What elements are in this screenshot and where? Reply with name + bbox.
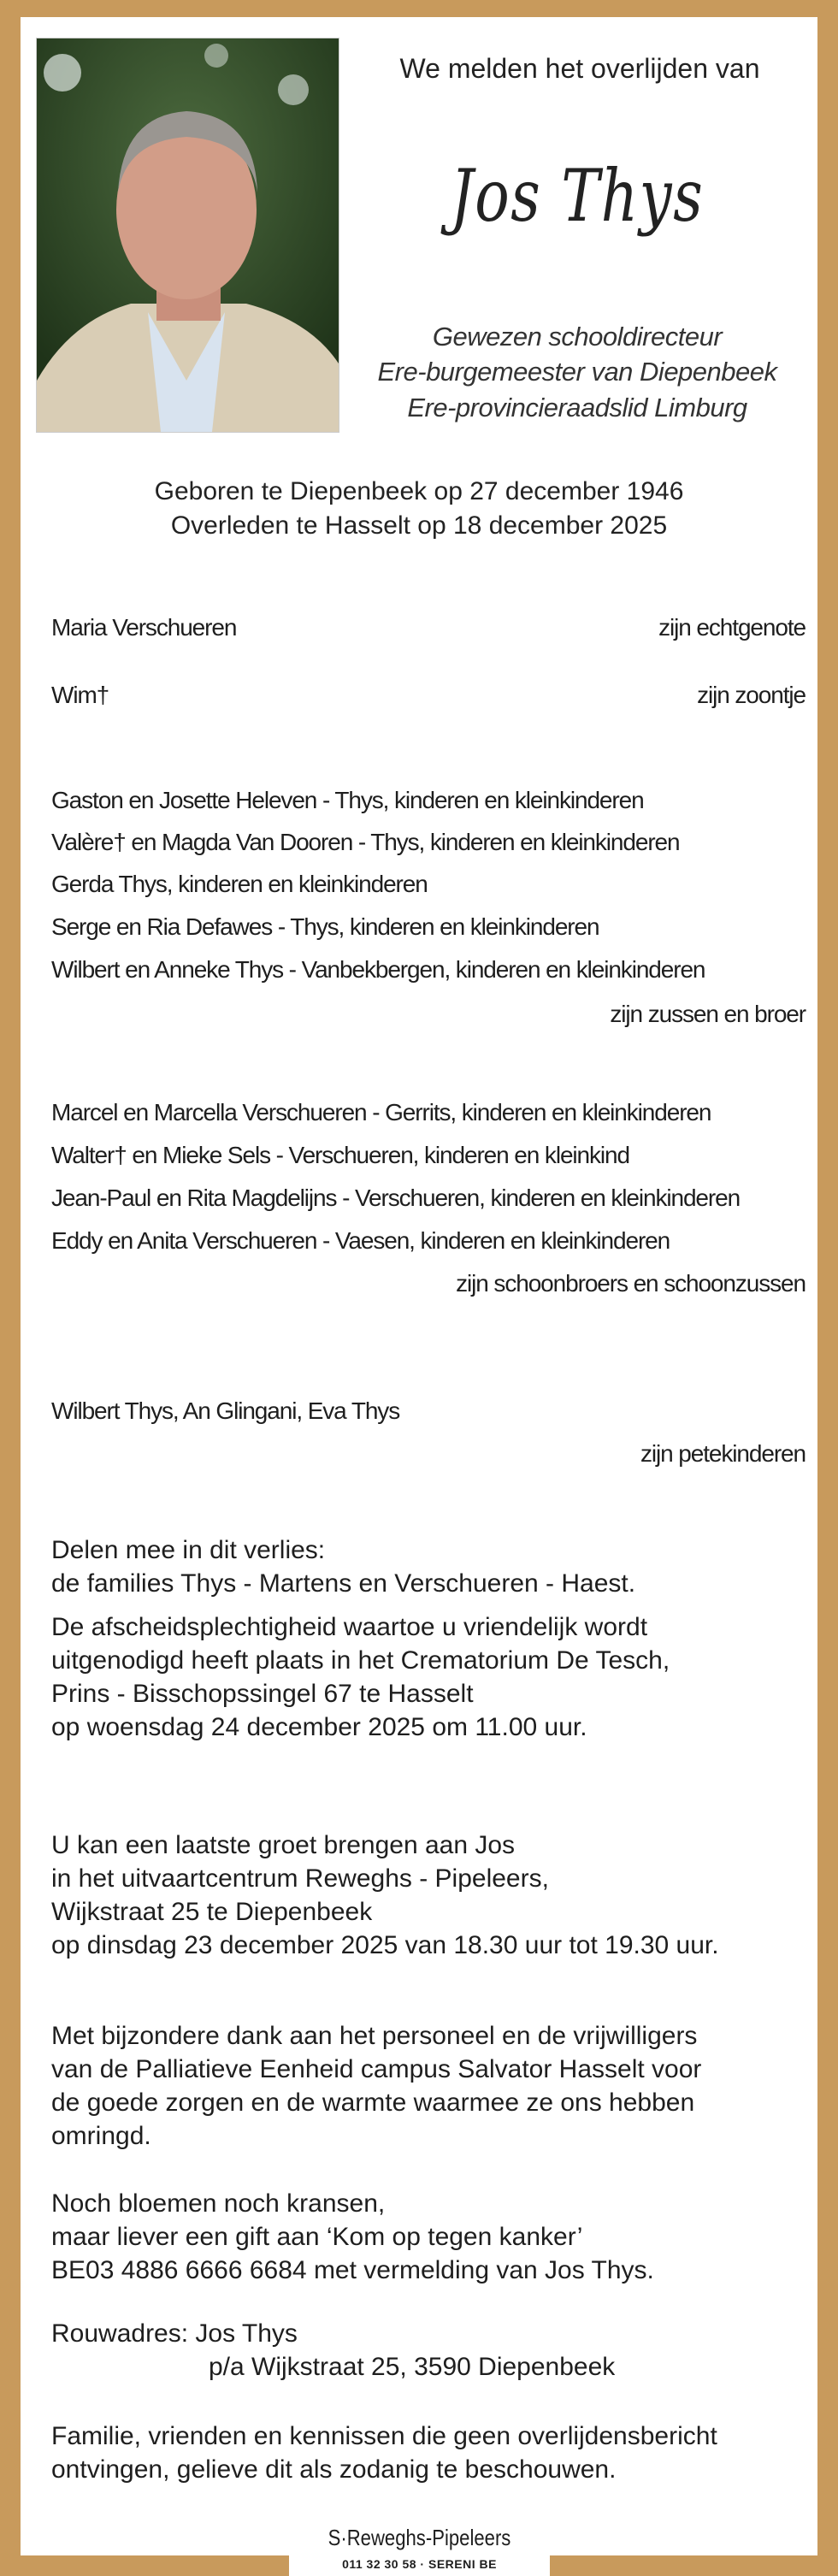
text-line: Delen mee in dit verlies: <box>51 1536 326 1564</box>
text-line: BE03 4886 6666 6684 met vermelding van Jos Thys. <box>51 2256 654 2284</box>
title-line: Ere-provincieraadslid Limburg <box>407 393 747 422</box>
spouse-relation: zijn echtgenote <box>658 614 806 641</box>
text-line: maar liever een gift aan ‘Kom op tegen kanker’ <box>51 2223 583 2251</box>
sibling-line: Gaston en Josette Heleven - Thys, kinderen en kleinkinderen <box>51 787 644 813</box>
sibling-line: Serge en Ria Defawes - Thys, kinderen en kleinkinderen <box>51 913 599 940</box>
death-line: Overleden te Hasselt op 18 december 2025 <box>170 511 668 540</box>
godchildren-relation: zijn petekinderen <box>640 1440 806 1467</box>
share-paragraph <box>51 1533 635 1600</box>
text-line: Familie, vrienden en kennissen die geen overlijdensbericht <box>51 2422 717 2450</box>
funeral-home-logo: S·Reweghs-Pipeleers <box>328 2525 511 2550</box>
sibling-line: Gerda Thys, kinderen en kleinkinderen <box>51 871 428 897</box>
spouse-name: Maria Verschueren <box>51 614 237 641</box>
intro-text: We melden het overlijden van <box>399 53 760 84</box>
text-line: in het uitvaartcentrum Reweghs - Pipeleers, <box>51 1864 549 1893</box>
son-name: Wim† <box>51 682 109 708</box>
text-line: de families Thys - Martens en Verschueren - Haest. <box>51 1569 636 1598</box>
funeral-home-contact: 011 32 30 58 · SERENI BE <box>342 2557 497 2571</box>
inlaw-line: Jean-Paul en Rita Magdelijns - Verschueren, kinderen en kleinkinderen <box>51 1185 741 1211</box>
text-line: Prins - Bisschopssingel 67 te Hasselt <box>51 1680 474 1708</box>
godchildren-line: Wilbert Thys, An Glingani, Eva Thys <box>51 1397 400 1424</box>
text-line: uitgenodigd heeft plaats in het Crematorium De Tesch, <box>51 1646 670 1675</box>
text-line: Wijkstraat 25 te Diepenbeek <box>51 1898 373 1926</box>
closing-paragraph <box>51 2419 717 2486</box>
sibling-line: Wilbert en Anneke Thys - Vanbekbergen, kinderen en kleinkinderen <box>51 956 705 983</box>
text-line: de goede zorgen en de warmte waarmee ze ons hebben <box>51 2089 695 2117</box>
siblings-relation: zijn zussen en broer <box>610 1001 806 1027</box>
text-line: p/a Wijkstraat 25, 3590 Diepenbeek <box>209 2353 616 2381</box>
inlaw-line: Eddy en Anita Verschueren - Vaesen, kinderen en kleinkinderen <box>51 1227 670 1254</box>
sibling-line: Valère† en Magda Van Dooren - Thys, kinderen en kleinkinderen <box>51 829 680 855</box>
deceased-name: Jos Thys <box>450 154 705 238</box>
text-line: ontvingen, gelieve dit als zodanig te beschouwen. <box>51 2455 617 2484</box>
text-line: Rouwadres: Jos Thys <box>51 2319 298 2348</box>
text-line: van de Palliatieve Eenheid campus Salvator Hasselt voor <box>51 2055 702 2083</box>
inlaws-relation: zijn schoonbroers en schoonzussen <box>456 1270 806 1297</box>
portrait-photo <box>36 38 339 433</box>
address-paragraph <box>51 2317 615 2384</box>
birth-line: Geboren te Diepenbeek op 27 december 1946 <box>154 477 684 505</box>
text-line: U kan een laatste groet brengen aan Jos <box>51 1831 516 1859</box>
title-line: Gewezen schooldirecteur <box>432 322 723 352</box>
inlaw-line: Marcel en Marcella Verschueren - Gerrits, kinderen en kleinkinderen <box>51 1099 711 1126</box>
text-line: op woensdag 24 december 2025 om 11.00 uur. <box>51 1713 587 1741</box>
title-line: Ere-burgemeester van Diepenbeek <box>377 357 777 387</box>
ceremony-paragraph <box>51 1610 670 1744</box>
text-line: Noch bloemen noch kransen, <box>51 2189 386 2218</box>
text-line: op dinsdag 23 december 2025 van 18.30 uur tot 19.30 uur. <box>51 1931 719 1959</box>
thanks-paragraph <box>51 2019 701 2153</box>
inlaw-line: Walter† en Mieke Sels - Verschueren, kinderen en kleinkind <box>51 1142 629 1168</box>
text-line: omringd. <box>51 2122 151 2150</box>
donation-paragraph <box>51 2187 654 2287</box>
text-line: De afscheidsplechtigheid waartoe u vriendelijk wordt <box>51 1613 648 1641</box>
text-line: Met bijzondere dank aan het personeel en de vrijwilligers <box>51 2022 698 2050</box>
visit-paragraph <box>51 1829 719 1962</box>
son-relation: zijn zoontje <box>697 682 806 708</box>
